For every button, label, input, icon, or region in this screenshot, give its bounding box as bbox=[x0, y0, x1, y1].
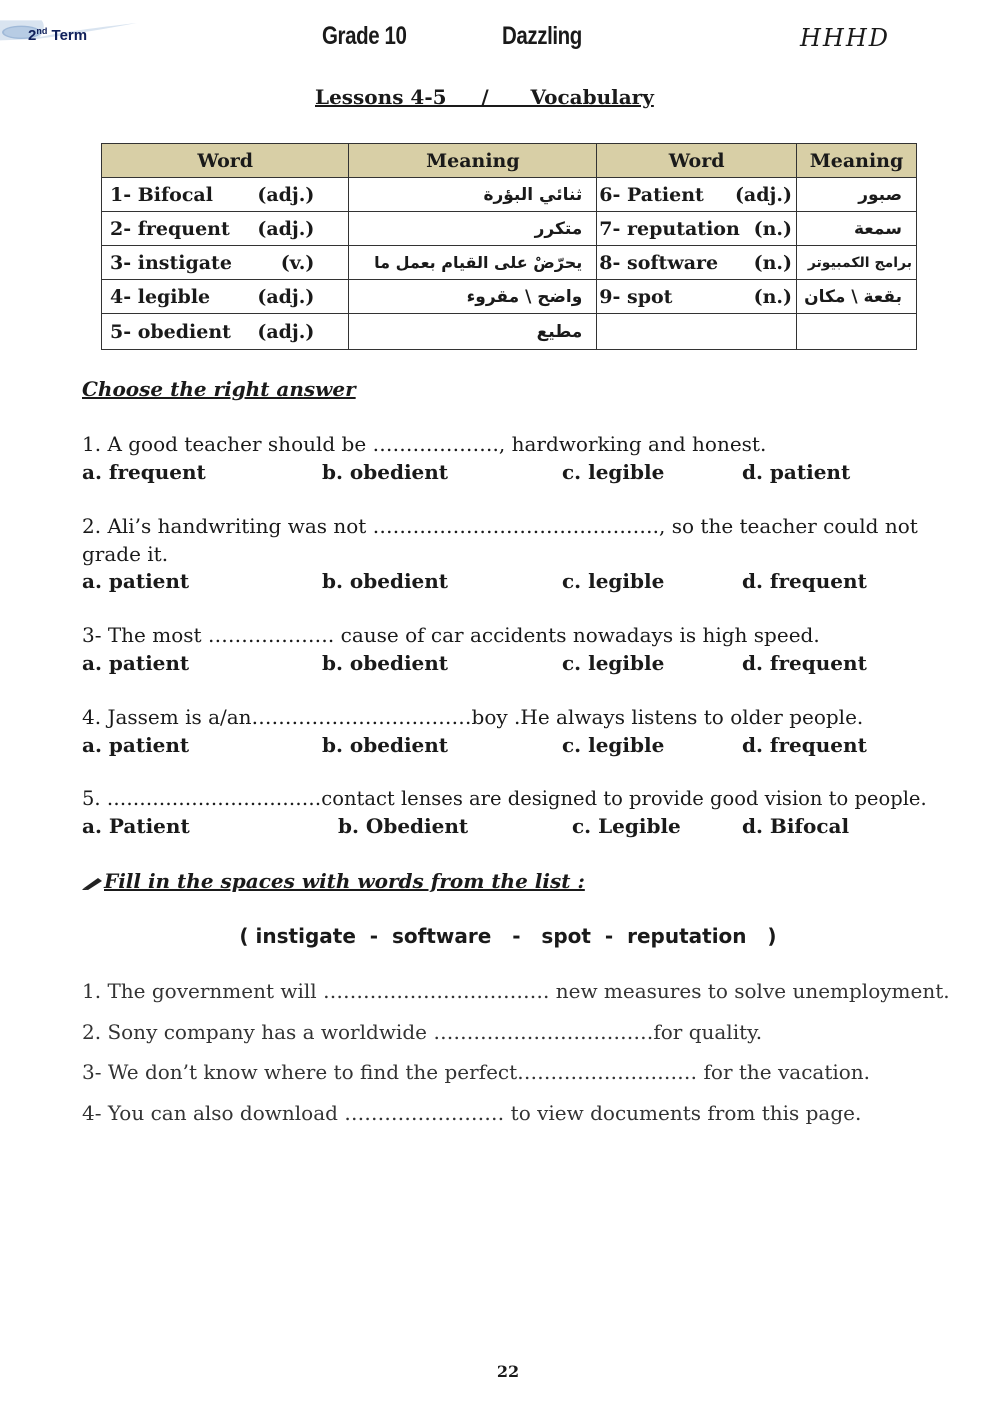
table-row bbox=[102, 178, 917, 212]
header-meaning: Meaning bbox=[797, 144, 917, 178]
option-b[interactable]: b. obedient bbox=[322, 733, 449, 757]
option-c[interactable]: c. Legible bbox=[572, 814, 681, 838]
word-cell: 7- reputation (n.) bbox=[597, 212, 797, 246]
table-row bbox=[102, 314, 917, 350]
word-cell: 2- frequent (adj.) bbox=[102, 212, 349, 246]
word-cell: 8- software (n.) bbox=[597, 246, 797, 280]
fill-sentence-1: 1. The government will ……………………………. new measures to solve unemployment. bbox=[82, 979, 950, 1003]
choose-section-title: Choose the right answer bbox=[82, 377, 356, 401]
meaning-cell: ثنائي البؤرة bbox=[349, 178, 597, 212]
word-cell: 1- Bifocal (adj.) bbox=[102, 178, 349, 212]
table-row bbox=[102, 246, 917, 280]
option-b[interactable]: b. Obedient bbox=[338, 814, 469, 838]
header-word: Word bbox=[597, 144, 797, 178]
word-cell bbox=[597, 314, 797, 350]
meaning-cell: بقعة \ مكان bbox=[797, 280, 917, 314]
option-d[interactable]: d. frequent bbox=[742, 733, 867, 757]
question-5-options bbox=[82, 814, 942, 840]
question-1-options bbox=[82, 460, 942, 486]
question-4-text: 4. Jassem is a/an……………………………boy .He always listens to older people. bbox=[82, 705, 864, 729]
table-row bbox=[102, 212, 917, 246]
option-c[interactable]: c. legible bbox=[562, 651, 665, 675]
question-2-options bbox=[82, 569, 942, 595]
option-b[interactable]: b. obedient bbox=[322, 651, 449, 675]
option-a[interactable]: a. frequent bbox=[82, 460, 206, 484]
lesson-title: Lessons 4-5 / Vocabulary bbox=[315, 85, 654, 109]
meaning-cell: واضح \ مقروء bbox=[349, 280, 597, 314]
word-cell: 9- spot (n.) bbox=[597, 280, 797, 314]
word-cell: 6- Patient (adj.) bbox=[597, 178, 797, 212]
option-a[interactable]: a. patient bbox=[82, 569, 190, 593]
meaning-cell bbox=[797, 314, 917, 350]
option-d[interactable]: d. Bifocal bbox=[742, 814, 850, 838]
fill-sentence-3: 3- We don’t know where to find the perfect……………………… for the vacation. bbox=[82, 1060, 871, 1084]
option-a[interactable]: a. patient bbox=[82, 651, 190, 675]
meaning-cell: برامج الكمبيوتر bbox=[797, 246, 917, 280]
option-a[interactable]: a. patient bbox=[82, 733, 190, 757]
option-a[interactable]: a. Patient bbox=[82, 814, 190, 838]
grade-label: Grade 10 bbox=[322, 22, 407, 50]
word-cell: 3- instigate (v.) bbox=[102, 246, 349, 280]
question-3-options bbox=[82, 651, 942, 677]
fill-section-title: Fill in the spaces with words from the list : bbox=[82, 869, 585, 893]
header-word: Word bbox=[102, 144, 349, 178]
meaning-cell: يحرّضْ على القيام بعمل ما bbox=[349, 246, 597, 280]
option-c[interactable]: c. legible bbox=[562, 733, 665, 757]
option-b[interactable]: b. obedient bbox=[322, 460, 449, 484]
header-meaning: Meaning bbox=[349, 144, 597, 178]
meaning-cell: سمعة bbox=[797, 212, 917, 246]
fill-sentence-2: 2. Sony company has a worldwide ……………………………for quality. bbox=[82, 1020, 763, 1044]
word-cell: 4- legible (adj.) bbox=[102, 280, 349, 314]
term-label: 2nd Term bbox=[28, 26, 88, 44]
meaning-cell: صبور bbox=[797, 178, 917, 212]
question-2-text: 2. Ali’s handwriting was not ……………………………………., so the teacher could not bbox=[82, 514, 918, 538]
meaning-cell: مطيع bbox=[349, 314, 597, 350]
vocabulary-table bbox=[101, 143, 917, 350]
question-2-text-continued: grade it. bbox=[82, 542, 169, 566]
book-title: Dazzling bbox=[502, 22, 582, 50]
question-5-text: 5. ……………………………contact lenses are designed to provide good vision to people. bbox=[82, 787, 927, 810]
word-list: ( instigate - software - spot - reputation ) bbox=[239, 924, 777, 948]
table-header-row bbox=[102, 144, 917, 178]
option-d[interactable]: d. patient bbox=[742, 460, 851, 484]
author-signature: HHHD bbox=[800, 24, 891, 52]
option-d[interactable]: d. frequent bbox=[742, 651, 867, 675]
word-cell: 5- obedient (adj.) bbox=[102, 314, 349, 350]
option-d[interactable]: d. frequent bbox=[742, 569, 867, 593]
option-c[interactable]: c. legible bbox=[562, 569, 665, 593]
question-3-text: 3- The most ………………. cause of car accidents nowadays is high speed. bbox=[82, 623, 820, 647]
page-number: 22 bbox=[496, 1362, 520, 1381]
table-row bbox=[102, 280, 917, 314]
question-1-text: 1. A good teacher should be ………………., hardworking and honest. bbox=[82, 432, 767, 456]
meaning-cell: متكرر bbox=[349, 212, 597, 246]
fill-sentence-4: 4- You can also download …………………… to view documents from this page. bbox=[82, 1101, 862, 1125]
question-4-options bbox=[82, 733, 942, 759]
option-b[interactable]: b. obedient bbox=[322, 569, 449, 593]
option-c[interactable]: c. legible bbox=[562, 460, 665, 484]
pencil-icon bbox=[82, 876, 104, 890]
